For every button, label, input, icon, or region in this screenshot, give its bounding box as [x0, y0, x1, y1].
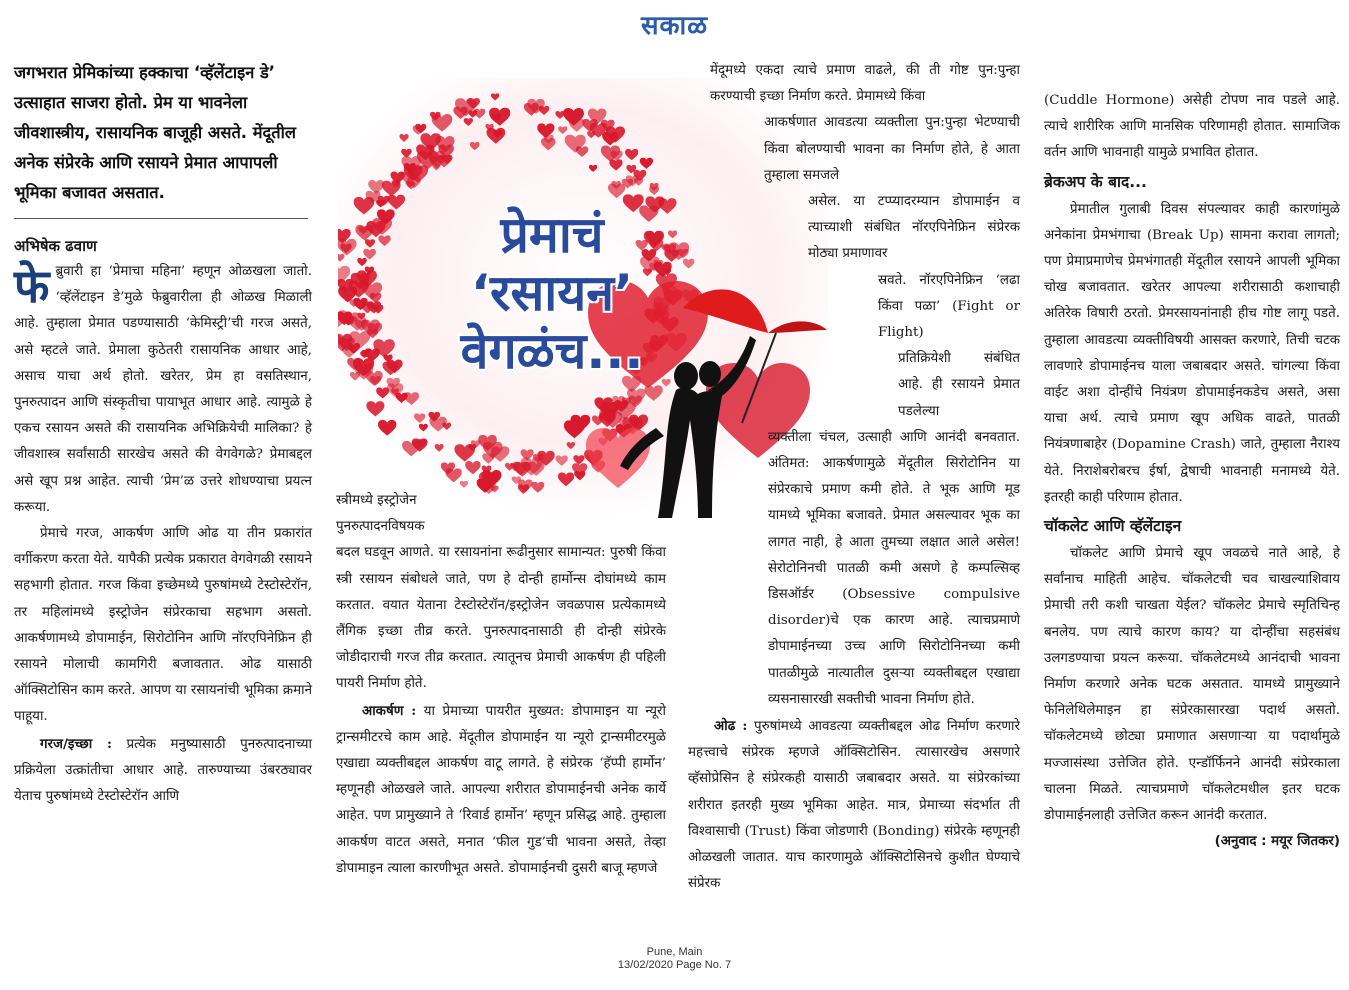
paragraph-fragment: आकर्षणात आवडत्या व्यक्तीला पुन:पुन्हा भेटण्याची किंवा बोलण्याची भावना का निर्माण होते, हे आता तुम्हाला समजले	[764, 115, 1020, 183]
intro-deck: जगभरात प्रेमिकांच्या हक्काचा ‘व्हॅलेंटाइन डे’ उत्साहात साजरा होतो. प्रेम या भावनेला जीवशास्त्रीय, रासायनिक बाजूही असते. मेंदूतील अनेक संप्रेरके आणि रसायने प्रेमात आपापली भूमिका बजावत असतात.	[14, 63, 296, 202]
divider	[14, 218, 308, 219]
section-lead: आकर्षण :	[362, 702, 417, 719]
section-lead: गरज/इच्छा :	[40, 735, 112, 752]
newspaper-page	[2, 58, 1347, 934]
paragraph: (Cuddle Hormone) असेही टोपण नाव पडले आहे. त्याचे शारीरिक आणि मानसिक परिणामही होतात. सामाजिक वर्तन आणि भावनाही यामुळे प्रभावित होतात.	[1044, 93, 1340, 161]
paragraph: प्रेमातील गुलाबी दिवस संपल्यावर काही कारणांमुळे अनेकांना प्रेमभंगाचा (Break Up) सामना करावा लागतो; पण प्रेमाप्रमाणेच प्रेमभंगातही मेंदूतील रसायने आपली भूमिका चोख बजावतात. खरेतर आपल्या शरीरासाठी कशाचाही अतिरेक विषारी ठरतो. प्रेमरसायनांनाही हीच गोष्ट लागू पडते. तुम्हाला आवडत्या व्यक्तीविषयी आसक्त करणारे, तिची चटक लावणारे डोपामाईनच याला जबाबदार असते. चांगल्या किंवा वाईट अशा दोन्हींचे नियंत्रण डोपामाईनकडेच असते, असा याचा अर्थ. त्याचे प्रमाण खूप अधिक वाढते, पातळी नियंत्रणाबाहेर (Dopamine Crash) जाते, तुम्हाला नैराश्य येते. निराशेबरोबरच ईर्षा, द्वेषाची भावनाही मनामध्ये येते. इतरही काही परिणाम होतात.	[1044, 201, 1340, 505]
paragraph: गरज/इच्छा : प्रत्येक मनुष्यासाठी पुनरुत्पादनाच्या प्रक्रियेला उत्क्रांतीचा आधार आहे. तारुण्याच्या उंबरठ्यावर येताच पुरुषांमध्ये टेस्टोस्टेरॉन आणि	[14, 735, 312, 805]
headline-line: वेगळंच...	[460, 322, 644, 380]
headline-line: ‘रसायन’	[471, 264, 633, 322]
masthead	[0, 0, 1349, 58]
edition-label: Pune, Main	[646, 946, 703, 958]
paragraph-fragment: स्रवते. नॉरएपिनेफ्रिन ‘लढा किंवा पळा’ (Fight or Flight)	[878, 272, 1020, 341]
subheading: चॉकलेट आणि व्हॅलेंटाइन	[1044, 517, 1182, 536]
paragraph: फेब्रुवारी हा ‘प्रेमाचा महिना’ म्हणून ओळखला जातो. ‘व्हॅलेंटाइन डे’मुळे फेब्रुवारीला ही ओळख मिळाली आहे. तुम्हाला प्रेमात पडण्यासाठी ‘केमिस्ट्री’ची गरज असते, असे म्हटले जाते. प्रेमाला कुठेतरी रासायनिक आधार आहे, असाच याचा अर्थ होतो. खरेतर, प्रेम हा वसतिस्थान, पुनरुत्पादन आणि संस्कृतीचा पायाभूत आधार आहे. त्यामुळे हे एकच रसायन असते की रासायनिक अभिक्रियेची मालिका? हे जीवशास्त्र सर्वांसाठी सारखेच असते की वेगवेगळे? प्रेमाबद्दल असे खूप प्रश्न आहेत. त्याची ‘प्रेम’ळ उत्तरे शोधण्याचा प्रयत्न करूया.	[14, 259, 312, 515]
page-footer	[0, 946, 1349, 972]
paragraph: व्यक्तीला चंचल, उत्साही आणि आनंदी बनवतात. अंतिमत: आकर्षणामुळे मेंदूतील सिरोटोनिन या संप्रेरकाचे प्रमाण कमी होते. ते भूक आणि मूड यामध्ये भूमिका बजावते. प्रेमात असल्यावर भूक का लागत नाही, हे आता तुमच्या लक्षात आले असेल! सेरोटोनिनची पातळी कमी असणे हे कम्पल्सिव्ह डिसऑर्डर (Obsessive compulsive disorder)चे एक कारण आहे. त्याचप्रमाणे डोपामाईनच्या उच्च आणि सिरोटोनिनच्या कमी पातळीमुळे नात्यातील दुसऱ्या व्यक्तीबद्दल एखाद्या व्यसनासारखी सक्तीची भावना निर्माण होते.	[768, 429, 1020, 707]
paragraph: चॉकलेट आणि प्रेमाचे खूप जवळचे नाते आहे, हे सर्वांनाच माहिती आहेच. चॉकलेटची चव चाखल्याशिवाय प्रेमाची तरी कशी चाखता येईल? चॉकलेट प्रेमाचे स्मृतिचिन्ह बनलेय. पण त्याचे कारण काय? या दोन्हींचा सहसंबंध उलगडण्याचा प्रयत्न करूया. चॉकलेटमध्ये आनंदाची भावना निर्माण करणारे अनेक घटक असतात. यामध्ये प्रामुख्याने फेनिलेथिलेमाइन हा संप्रेरकासारखा पदार्थ असतो. चॉकलेटमध्ये छोट्या प्रमाणात असणाऱ्या या पदार्थामुळे मज्जासंस्था उत्तेजित होते. एन्डॉर्फिनने आनंदी संप्रेरकाला चालना मिळते. त्याचप्रमाणे चॉकलेटमधील इतर घटक डोपामाईनलाही उत्तेजित करून आनंदी करतात.	[1044, 546, 1340, 824]
column-1	[14, 58, 312, 810]
paragraph: आकर्षण : या प्रेमाच्या पायरीत मुख्यत: डोपामाइन या न्यूरो ट्रान्समीटरचे काम आहे. मेंदूतील डोपामाईन या न्यूरो ट्रान्समीटरमुळे एखाद्या व्यक्तीबद्दल आकर्षण वाटू लागते. हे संप्रेरक ‘हॅप्पी हार्मोन’ म्हणूनही ओळखले जाते. आपल्या शरीरात डोपामाईनची अनेक कार्ये आहेत. पण प्रामुख्याने ते ‘रिवार्ड हार्मोन’ म्हणून प्रसिद्ध आहे. तुम्हाला आकर्षण वाटत असते, मनात ‘फील गुड’ची भावना असते, तेव्हा डोपामाइन त्याला कारणीभूत असते. डोपामाईनची दुसरी बाजू म्हणजे	[336, 702, 666, 876]
paragraph: ओढ : पुरुषांमध्ये आवडत्या व्यक्तीबद्दल ओढ निर्माण करणारे महत्त्वाचे संप्रेरक म्हणजे ऑक्सिटोसिन. त्यासारखेच असणारे व्हॅसोप्रेसिन हे संप्रेरकही यासाठी जबाबदार असते. या संप्रेरकांच्या शरीरात इतरही मुख्य भूमिका आहेत. मात्र, प्रेमाच्या संदर्भात ती विश्वासाची (Trust) किंवा जोडणारी (Bonding) संप्रेरके म्हणूनही ओळखली जातात. याच कारणामुळे ऑक्सिटोसिनचे कुशीत घेण्याचे संप्रेरक	[688, 718, 1020, 892]
paragraph-fragment: स्त्रीमध्ये इस्ट्रोजेन	[336, 493, 417, 508]
subheading: ब्रेकअप के बाद...	[1044, 172, 1147, 191]
column-2	[336, 488, 666, 882]
paragraph-fragment: असेल. या टप्प्यादरम्यान डोपामाईन व त्याच्याशी संबंधित नॉरएपिनेफ्रिन संप्रेरक मोठ्या प्रमाणावर	[808, 194, 1020, 262]
paragraph: बदल घडवून आणते. या रसायनांना रूढीनुसार सामान्यत: पुरुषी किंवा स्त्री रसायन संबोधले जाते, पण हे दोन्ही हार्मोन्स दोघांमध्ये काम करतात. वयात येताना टेस्टोस्टेरॉन/इस्ट्रोजेन जवळपास प्रत्येकामध्ये लैंगिक इच्छा तीव्र करते. पुनरुत्पादनासाठी ही दोन्ही संप्रेरके जोडीदाराची गरज तीव्र करतात. त्यातूनच प्रेमाची आकर्षण ही पहिली पायरी निर्माण होते.	[336, 545, 666, 692]
translator-credit: (अनुवाद : मयूर जितकर)	[1214, 834, 1340, 850]
newspaper-logo: सकाळ	[640, 11, 709, 41]
section-lead: ओढ :	[714, 718, 748, 735]
paragraph-fragment: प्रतिक्रियेशी संबंधित आहे. ही रसायने प्रेमात पडलेल्या	[898, 351, 1020, 419]
paragraph-fragment: पुनरुत्पादनविषयक	[336, 519, 425, 535]
headline-line: प्रेमाचं	[500, 206, 604, 264]
column-4	[1044, 58, 1340, 855]
date-page-label: 13/02/2020 Page No. 7	[617, 959, 732, 971]
column-3	[688, 58, 1020, 898]
headline	[442, 206, 662, 380]
drop-cap: फे	[14, 259, 50, 313]
paragraph: प्रेमाचे गरज, आकर्षण आणि ओढ या तीन प्रकारांत वर्गीकरण करता येते. यापैकी प्रत्येक प्रकारात वेगवेगळी रसायने सहभागी होतात. गरज किंवा इच्छेमध्ये पुरुषांमध्ये टेस्टोस्टेरॉन, तर महिलांमध्ये इस्ट्रोजेन संप्रेरकाचा सहभाग असतो. आकर्षणामध्ये डोपामाईन, सिरोटोनिन आणि नॉरएपिनेफ्रिन ही रसायने मोलाची कामगिरी बजावतात. ओढ यासाठी ऑक्सिटोसिन काम करते. आपण या रसायनांची भूमिका क्रमाने पाहूया.	[14, 526, 312, 725]
byline: अभिषेक ढवाण	[14, 237, 97, 255]
paragraph-fragment: मेंदूमध्ये एकदा त्याचे प्रमाण वाढले, की ती गोष्ट पुन:पुन्हा करण्याची इच्छा निर्माण करते. प्रेमामध्ये किंवा	[710, 63, 1020, 105]
